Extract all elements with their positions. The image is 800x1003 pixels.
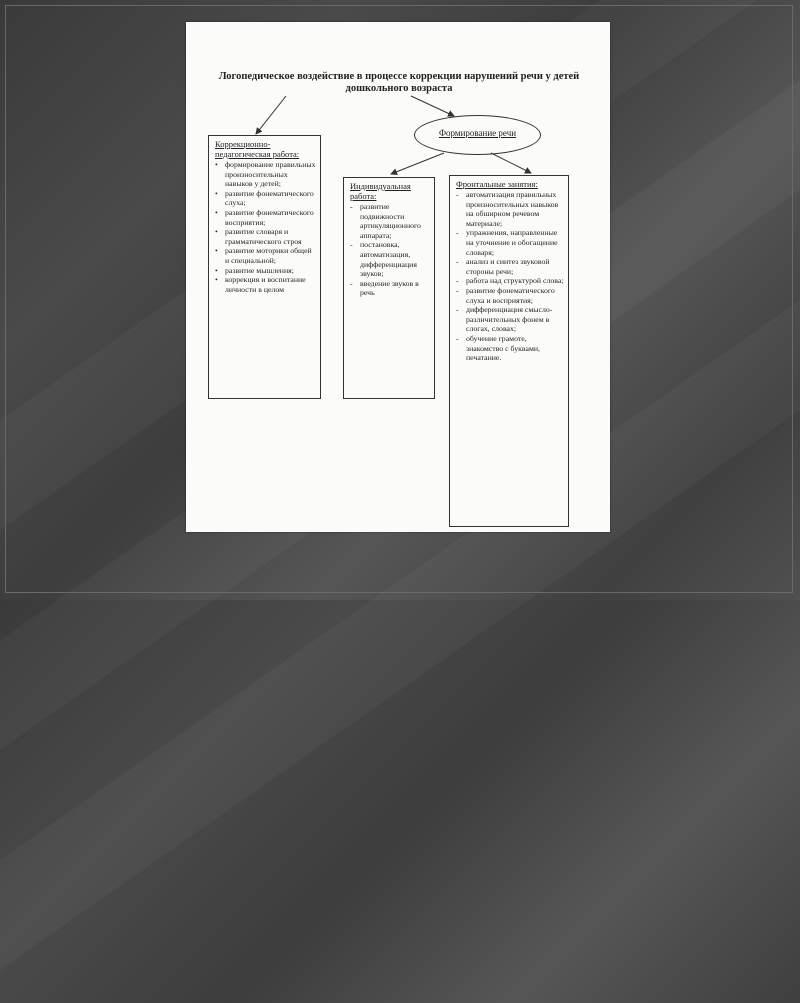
list-item: - постановка, автоматизация, дифференциация звуков; xyxy=(350,240,430,278)
frontal-lessons-heading: Фронтальные занятия: xyxy=(456,179,538,189)
arrow-title-to-correction xyxy=(256,96,286,134)
frontal-lessons-list xyxy=(450,190,568,363)
individual-work-box xyxy=(343,177,435,399)
scanned-document xyxy=(186,22,610,532)
list-item: - введение звуков в речь xyxy=(350,279,430,298)
list-item: - анализ и синтез звуковой стороны речи; xyxy=(456,257,564,276)
list-item: • коррекция и воспитание личности в целом xyxy=(215,275,316,294)
list-item: - упражнения, направленные на уточнение и обогащение словаря; xyxy=(456,228,564,257)
arrow-ellipse-to-individual xyxy=(391,153,444,174)
individual-work-heading: Индивидуальная работа: xyxy=(350,181,411,201)
list-item: • развитие фонематического восприятия; xyxy=(215,208,316,227)
list-item: • развитие мышления; xyxy=(215,266,316,276)
list-item: • развитие моторики общей и специальной; xyxy=(215,246,316,265)
correction-work-box xyxy=(208,135,321,399)
document-title: Логопедическое воздействие в процессе коррекции нарушений речи у детей дошкольного возраста xyxy=(218,71,580,94)
correction-work-list xyxy=(209,160,320,294)
list-item: - работа над структурой слова; xyxy=(456,276,564,286)
list-item: - развитие подвижности артикуляционного аппарата; xyxy=(350,202,430,240)
list-item: - развитие фонематического слуха и восприятия; xyxy=(456,286,564,305)
individual-work-list xyxy=(344,202,434,298)
list-item: - дифференциация смысло-различительных фонем в слогах, словах; xyxy=(456,305,564,334)
list-item: - обучение грамоте, знакомство с буквами, печатание. xyxy=(456,334,564,363)
list-item: • формирование правильных произносительных навыков у детей; xyxy=(215,160,316,189)
list-item: • развитие словаря и грамматического строя xyxy=(215,227,316,246)
arrow-ellipse-to-frontal xyxy=(491,153,531,173)
list-item: • развитие фонематического слуха; xyxy=(215,189,316,208)
list-item: - автоматизация правильных произносительных навыков на обширном речевом материале; xyxy=(456,190,564,228)
correction-work-heading: Коррекционно-педагогическая работа: xyxy=(215,139,300,159)
frontal-lessons-box xyxy=(449,175,569,527)
speech-formation-node xyxy=(414,115,541,155)
speech-formation-label: Формирование речи xyxy=(438,128,517,138)
arrow-title-to-ellipse xyxy=(411,96,454,116)
